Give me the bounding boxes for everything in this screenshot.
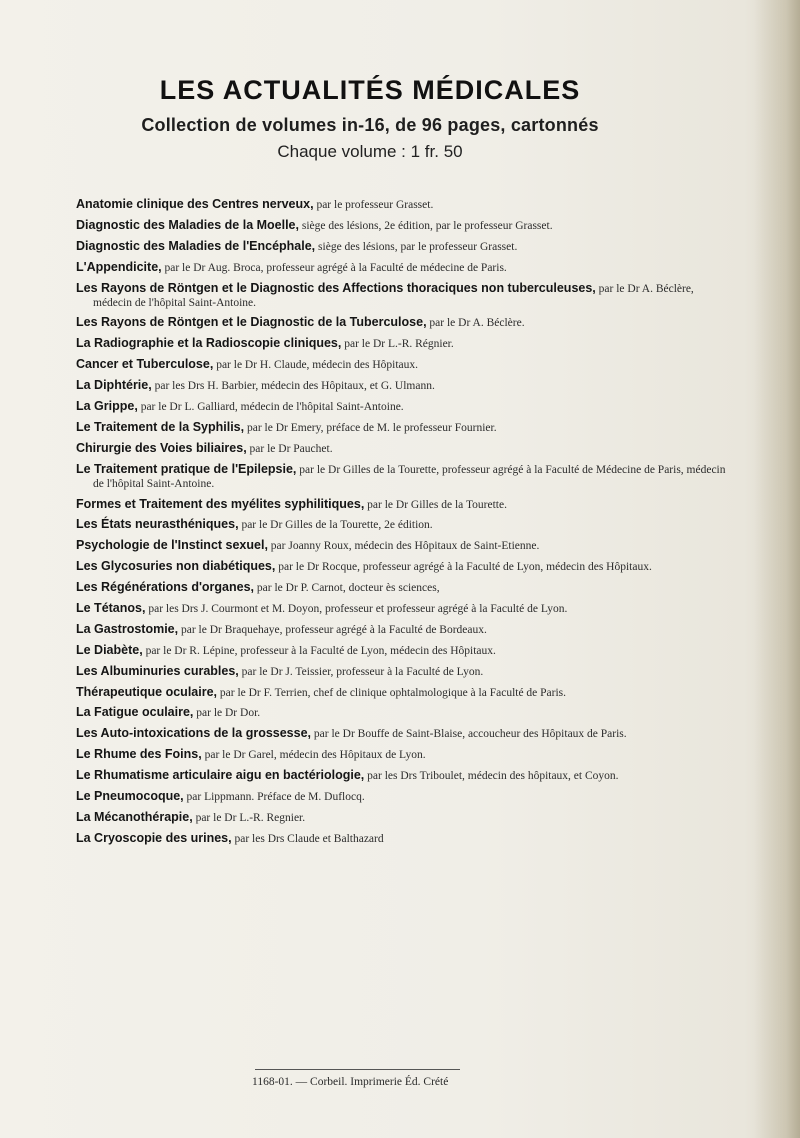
list-item [76,399,729,414]
volume-list [76,197,729,852]
volume-author: siège des lésions, 2e édition, par le professeur Grasset. [299,219,553,232]
page-edge-shadow [754,0,800,1138]
volume-author: par le Dr L.-R. Régnier. [341,338,454,351]
list-item [76,705,729,720]
volume-author: par le Dr L. Galliard, médecin de l'hôpital Saint-Antoine. [137,401,404,414]
list-item [76,260,729,275]
list-item [76,643,729,658]
volume-title: Les Rayons de Röntgen et le Diagnostic de la Tuberculose, [76,315,427,330]
volume-author: par le Dr A. Béclère, médecin de l'hôpital Saint-Antoine. [93,282,694,309]
volume-author: par le Dr Dor. [193,707,261,720]
list-item [76,420,729,435]
volume-title: Diagnostic des Maladies de la Moelle, [76,217,299,232]
volume-title: Les Albuminuries curables, [76,663,239,678]
volume-title: Le Rhumatisme articulaire aigu en bactériologie, [76,768,365,783]
volume-title: Cancer et Tuberculose, [76,357,214,372]
volume-author: par le Dr Gilles de la Tourette, 2e édition. [238,519,433,532]
volume-title: Le Pneumocoque, [76,789,184,804]
volume-author: par le Dr Gilles de la Tourette. [364,498,507,511]
volume-author: par le Dr H. Claude, médecin des Hôpitaux. [213,359,419,372]
volume-author: par les Drs H. Barbier, médecin des Hôpitaux, et G. Ulmann. [151,380,435,393]
volume-author: siège des lésions, par le professeur Grasset. [315,240,518,253]
volume-title: La Mécanothérapie, [76,809,193,824]
volume-author: par le Dr F. Terrien, chef de clinique ophtalmologique à la Faculté de Paris. [217,686,567,699]
volume-title: La Diphtérie, [76,378,152,393]
list-item [76,664,729,679]
list-item [76,580,729,595]
volume-author: par le Dr A. Béclère. [426,317,525,330]
list-item [76,747,729,762]
volume-author: par le Dr P. Carnot, docteur ès sciences, [254,582,440,595]
volume-title: Les Auto-intoxications de la grossesse, [76,726,312,741]
volume-author: par les Drs J. Courmont et M. Doyon, professeur et professeur agrégé à la Faculté de Lyon. [145,603,568,616]
volume-author: par le Dr J. Teissier, professeur à la Faculté de Lyon. [238,665,484,678]
list-item [76,462,729,491]
list-item [76,281,729,310]
volume-title: Formes et Traitement des myélites syphilitiques, [76,496,365,511]
volume-title: Les Rayons de Röntgen et le Diagnostic des Affections thoraciques non tuberculeuses, [76,280,596,295]
volume-author: par les Drs Claude et Balthazard [231,832,384,845]
volume-title: Le Traitement pratique de l'Epilepsie, [76,461,297,476]
volume-title: Les Régénérations d'organes, [76,580,255,595]
list-item [76,378,729,393]
volume-title: Le Traitement de la Syphilis, [76,419,245,434]
volume-title: Thérapeutique oculaire, [76,684,218,699]
volume-author: par le Dr R. Lépine, professeur à la Faculté de Lyon, médecin des Hôpitaux. [142,644,496,657]
list-item [76,357,729,372]
volume-title: Les États neurasthéniques, [76,517,239,532]
list-item [76,197,729,212]
volume-title: La Gastrostomie, [76,621,179,636]
volume-title: Psychologie de l'Instinct sexuel, [76,538,268,553]
page-title: LES ACTUALITÉS MÉDICALES [159,75,581,105]
list-item [76,726,729,741]
volume-author: par le Dr Garel, médecin des Hôpitaux de Lyon. [201,749,426,762]
volume-title: Chirurgie des Voies biliaires, [76,440,247,455]
list-item [76,831,729,846]
list-item [76,497,729,512]
volume-author: par le Dr Bouffe de Saint-Blaise, accoucheur des Hôpitaux de Paris. [311,728,627,741]
list-item [76,315,729,330]
volume-author: par le Dr Pauchet. [246,442,333,455]
volume-author: par le Dr Emery, préface de M. le professeur Fournier. [244,421,497,434]
volume-title: L'Appendicite, [76,259,162,274]
volume-author: par Joanny Roux, médecin des Hôpitaux de Saint-Etienne. [267,540,540,553]
list-item [76,622,729,637]
list-item [76,685,729,700]
footer-divider [255,1069,460,1070]
list-item [76,239,729,254]
volume-author: par le Dr Gilles de la Tourette, professeur agrégé à la Faculté de Médecine de Paris, médecin de l'hôpital Saint-Antoine. [93,463,726,490]
printer-imprint: 1168-01. — Corbeil. Imprimerie Éd. Crété [252,1076,449,1088]
volume-author: par les Drs Triboulet, médecin des hôpitaux, et Coyon. [364,770,619,783]
list-item [76,441,729,456]
list-item [76,789,729,804]
volume-author: par le Dr Rocque, professeur agrégé à la Faculté de Lyon, médecin des Hôpitaux. [275,561,652,574]
list-item [76,601,729,616]
volume-author: par Lippmann. Préface de M. Duflocq. [183,791,365,804]
list-item [76,336,729,351]
volume-author: par le professeur Grasset. [313,199,434,211]
list-item [76,517,729,532]
volume-title: La Cryoscopie des urines, [76,830,232,845]
volume-author: par le Dr Aug. Broca, professeur agrégé à la Faculté de médecine de Paris. [161,261,507,274]
volume-title: La Radiographie et la Radioscopie cliniques, [76,336,342,351]
list-item [76,559,729,574]
list-item [76,538,729,553]
volume-title: Anatomie clinique des Centres nerveux, [76,197,314,211]
list-item [76,768,729,783]
volume-title: Le Diabète, [76,642,143,657]
price-line: Chaque volume : 1 fr. 50 [277,142,463,161]
volume-title: Les Glycosuries non diabétiques, [76,559,276,574]
volume-title: Diagnostic des Maladies de l'Encéphale, [76,238,316,253]
volume-title: Le Rhume des Foins, [76,747,202,762]
volume-title: Le Tétanos, [76,601,146,616]
volume-title: La Grippe, [76,399,138,414]
volume-author: par le Dr L.-R. Regnier. [192,811,306,824]
list-item [76,810,729,825]
list-item [76,218,729,233]
collection-subtitle: Collection de volumes in-16, de 96 pages, cartonnés [141,115,599,135]
volume-author: par le Dr Braquehaye, professeur agrégé à la Faculté de Bordeaux. [178,623,487,636]
volume-title: La Fatigue oculaire, [76,705,194,720]
